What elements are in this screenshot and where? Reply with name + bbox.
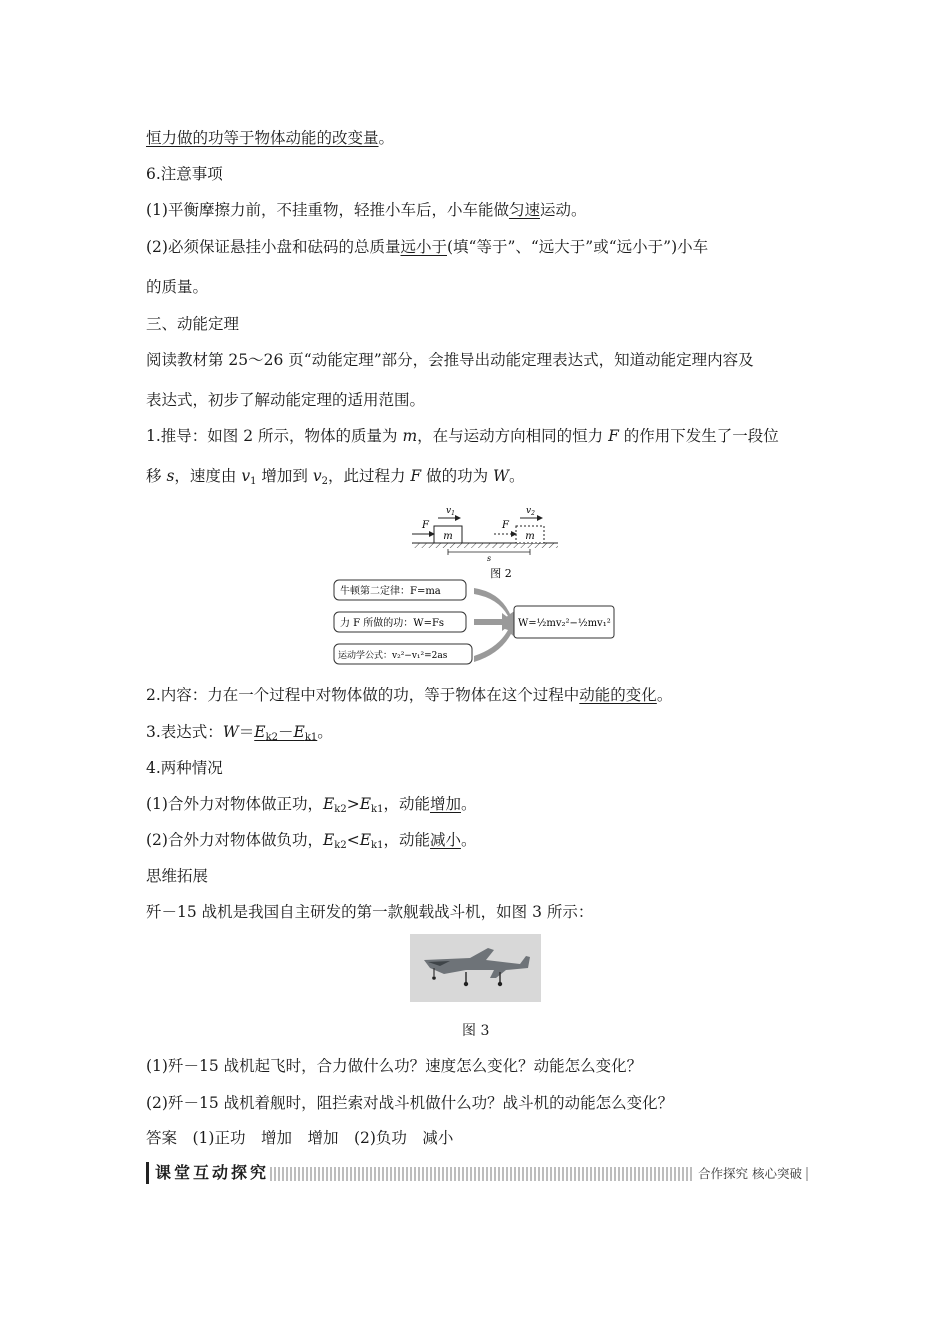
text: ，在与运动方向相同的恒力 <box>417 427 609 445</box>
force-label-1: F <box>422 520 429 531</box>
underlined-answer <box>254 723 317 741</box>
text-line-3 <box>146 200 587 220</box>
text: 做的功为 <box>421 467 494 485</box>
text-line-11 <box>146 685 672 705</box>
text-line-8: 表达式，初步了解动能定理的适用范围。 <box>146 391 426 409</box>
text: (1)平衡摩擦力前，不挂重物，轻推小车后，小车能做 <box>146 201 509 219</box>
var-v: v <box>241 467 251 485</box>
mass-label-1: m <box>443 531 453 542</box>
text: (填“等于”、“远大于”或“远小于”)小车 <box>446 238 709 256</box>
text-line-18: (1)歼－15 战机起飞时，合力做什么功？速度怎么变化？动能怎么变化？ <box>146 1057 643 1075</box>
sub: k2 <box>334 840 347 851</box>
sub: 2 <box>321 476 328 487</box>
punct: 。 <box>378 129 395 147</box>
underlined-answer: 匀速 <box>508 201 540 219</box>
var-v: v <box>312 467 322 485</box>
underlined-answer: 增加 <box>429 795 461 813</box>
underlined-answer: 远小于 <box>400 238 447 256</box>
underlined-answer: 动能的变化 <box>579 686 657 704</box>
text-line-5: 的质量。 <box>146 278 209 296</box>
text-line-1 <box>146 128 394 148</box>
text: > <box>346 795 360 813</box>
v1-label: $v_1$ <box>446 506 455 517</box>
text: 。 <box>461 795 477 813</box>
text: (1)合外力对物体做正功， <box>146 795 323 813</box>
box-kinematics-text: 运动学公式：v₂²−v₁²=2as <box>338 651 448 661</box>
sub: k1 <box>371 840 384 851</box>
text: 移 <box>146 467 167 485</box>
section-banner <box>146 1162 816 1184</box>
var-E: E <box>293 723 305 741</box>
text: 。 <box>317 723 333 741</box>
text-line-16: 思维拓展 <box>146 867 209 885</box>
banner-title: 课堂互动探究 <box>146 1162 269 1184</box>
section-heading: 三、动能定理 <box>146 315 240 333</box>
text: 2.内容：力在一个过程中对物体做的功，等于物体在这个过程中 <box>146 686 580 704</box>
text: ＝ <box>238 723 255 741</box>
var-W: W <box>493 467 509 485</box>
text-line-14 <box>146 794 477 820</box>
text: ，此过程力 <box>327 467 411 485</box>
text: 运动。 <box>539 201 587 219</box>
var-E: E <box>359 831 372 849</box>
var-E: E <box>254 723 266 741</box>
text-line-15 <box>146 830 477 856</box>
underlined-answer: 减小 <box>429 831 461 849</box>
text: ，动能 <box>383 831 430 849</box>
fighter-jet-photo <box>410 934 541 1002</box>
text-line-7: 阅读教材第 25～26 页“动能定理”部分，会推导出动能定理表达式，知道动能定理内容及 <box>146 351 754 369</box>
s-label: s <box>486 554 492 563</box>
text: (2)必须保证悬挂小盘和砝码的总质量 <box>146 238 401 256</box>
sub: k2 <box>334 804 347 815</box>
banner-subtitle: 合作探究 核心突破 <box>694 1164 806 1182</box>
var-E: E <box>322 795 335 813</box>
ground-hatch <box>412 543 558 548</box>
sub: k2 <box>265 732 278 743</box>
figure-2-diagram <box>330 498 620 670</box>
text-line-13: 4.两种情况 <box>146 759 223 777</box>
text-line-17: 歼－15 战机是我国自主研发的第一款舰载战斗机，如图 3 所示： <box>146 903 594 921</box>
underlined-answer: 恒力做的功等于物体动能的改变量 <box>146 129 379 147</box>
text: < <box>346 831 360 849</box>
text: 增加到 <box>256 467 313 485</box>
figure-2-caption: 图 2 <box>490 567 512 580</box>
text: 。 <box>508 467 525 485</box>
var-F: F <box>608 427 619 445</box>
force-label-2: F <box>502 520 509 531</box>
text: (2)合外力对物体做负功， <box>146 831 323 849</box>
text: 3.表达式： <box>146 723 223 741</box>
box-work-text: 力 F 所做的功：W=Fs <box>340 618 445 629</box>
var-m: m <box>402 427 418 445</box>
text-line-4 <box>146 237 708 257</box>
v2-label: $v_2$ <box>526 506 535 517</box>
text: ，速度由 <box>174 467 242 485</box>
text-line-12 <box>146 722 333 748</box>
var-E: E <box>322 831 335 849</box>
answer-line: 答案 (1)正功 增加 增加 (2)负功 减小 <box>146 1129 454 1147</box>
sub: k1 <box>304 732 318 743</box>
sub: 1 <box>250 476 257 487</box>
result-text: W=½mv₂²−½mv₁² <box>518 618 611 629</box>
var-E: E <box>359 795 372 813</box>
text: 的作用下发生了一段位 <box>618 427 779 445</box>
box-newton-text: 牛顿第二定律：F=ma <box>340 586 441 597</box>
text-line-19: (2)歼－15 战机着舰时，阻拦索对战斗机做什么功？战斗机的动能怎么变化？ <box>146 1094 674 1112</box>
heading-notes: 6.注意事项 <box>146 165 223 183</box>
text: 。 <box>656 686 673 704</box>
text: － <box>278 723 294 741</box>
figure-3-caption: 图 3 <box>462 1023 490 1039</box>
text: ，动能 <box>383 795 430 813</box>
var-s: s <box>166 467 175 485</box>
sub: k1 <box>371 804 384 815</box>
text-line-9 <box>146 426 779 446</box>
text-line-10 <box>146 466 525 492</box>
text: 1.推导：如图 2 所示，物体的质量为 <box>146 427 403 445</box>
text: 。 <box>461 831 477 849</box>
arrow-3 <box>474 622 516 662</box>
var-W: W <box>222 723 239 741</box>
mass-label-2: m <box>525 531 535 542</box>
var-F: F <box>410 467 422 485</box>
